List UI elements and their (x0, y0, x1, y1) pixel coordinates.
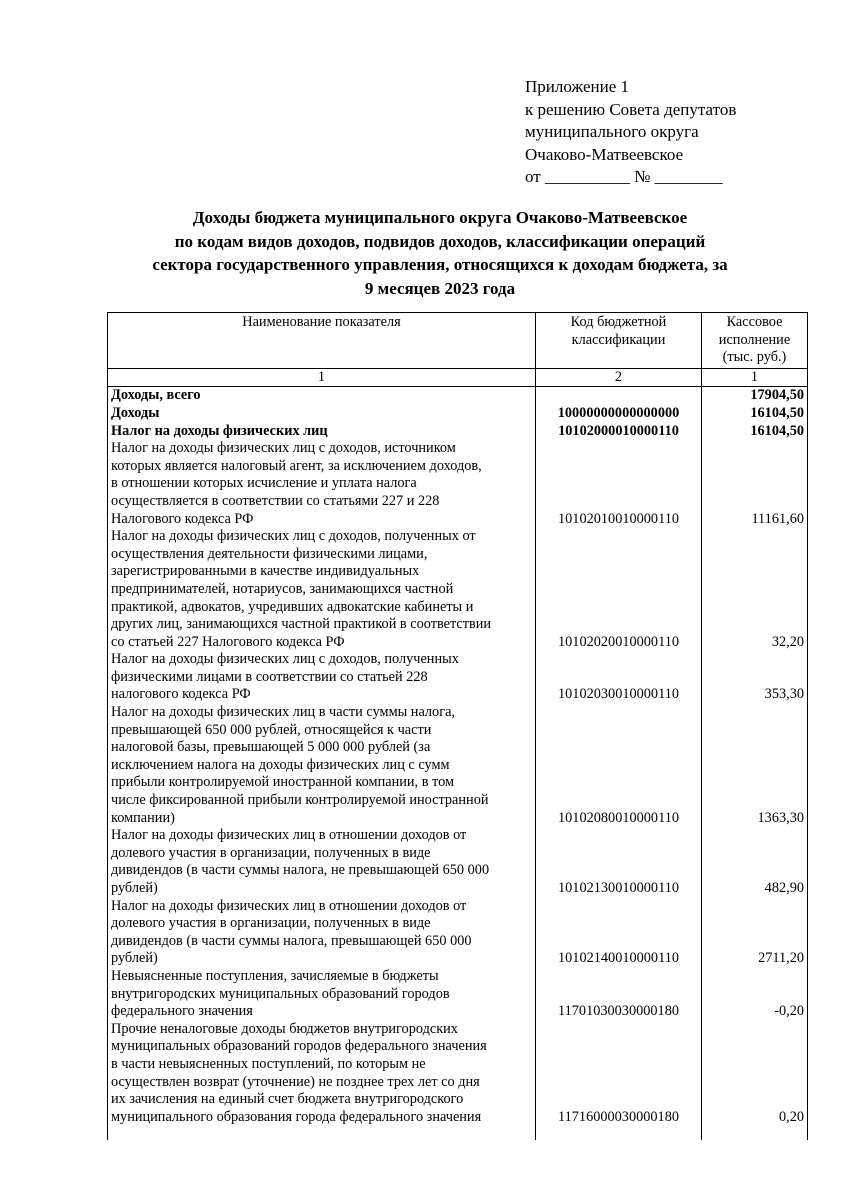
title-line: Доходы бюджета муниципального округа Очаково-Матвеевское (192, 208, 688, 227)
budget-code: 10102010010000110 (536, 440, 702, 528)
execution-amount: 17904,50 (702, 387, 808, 405)
budget-table (107, 312, 808, 1140)
execution-amount: -0,20 (702, 968, 808, 1021)
indicator-name-line: которых является налоговый агент, за исключением доходов, (111, 457, 482, 474)
execution-amount: 2711,20 (702, 898, 808, 968)
spacer-cell (536, 1126, 702, 1140)
indicator-name-line: в отношении которых исчисление и уплата налога (111, 475, 417, 492)
execution-amount: 16104,50 (702, 423, 808, 441)
table-row (108, 387, 808, 405)
indicator-name (108, 405, 536, 423)
indicator-name-line: дивидендов (в части суммы налога, не превышающей 650 000 (111, 862, 490, 879)
execution-amount: 1363,30 (702, 704, 808, 827)
title-line: 9 месяцев 2023 года (364, 278, 516, 298)
indicator-name-line: осуществления деятельности физическими лицами, (111, 545, 428, 562)
appendix-line: Приложение 1 (525, 77, 629, 96)
indicator-name-line: Доходы, всего (111, 387, 201, 404)
indicator-name (108, 528, 536, 651)
budget-code: 11716000030000180 (536, 1021, 702, 1127)
appendix-line: от __________ № ________ (525, 167, 723, 186)
header-code-line: Код бюджетной (570, 314, 667, 330)
budget-code: 10102020010000110 (536, 528, 702, 651)
indicator-name-line: Налог на доходы физических лиц в отношении доходов от (111, 827, 467, 844)
indicator-name-line: Налог на доходы физических лиц в отношении доходов от (111, 897, 467, 914)
execution-amount: 11161,60 (702, 440, 808, 528)
table-row (108, 827, 808, 897)
indicator-name-line: физическими лицами в соответствии со статьей 228 (111, 668, 428, 685)
appendix-block (525, 76, 736, 189)
budget-code: 10102130010000110 (536, 827, 702, 897)
indicator-name-line: в части невыясненных поступлений, по которым не (111, 1055, 426, 1072)
title-line: сектора государственного управления, относящихся к доходам бюджета, за (152, 255, 728, 274)
execution-amount: 353,30 (702, 651, 808, 704)
indicator-name (108, 423, 536, 441)
indicator-name-line: налоговой базы, превышающей 5 000 000 рублей (за (111, 739, 431, 756)
table-row (108, 651, 808, 704)
column-numbering-row (108, 368, 808, 387)
header-amount-line: исполнение (718, 331, 791, 348)
indicator-name-line: Доходы (111, 404, 160, 421)
header-name-label: Наименование показателя (242, 314, 401, 330)
indicator-name (108, 387, 536, 405)
indicator-name-line: со статьей 227 Налогового кодекса РФ (111, 633, 345, 650)
budget-code: 10102030010000110 (536, 651, 702, 704)
indicator-name-line: муниципального образования города федерального значения (111, 1108, 482, 1125)
column-number: 1 (108, 368, 536, 387)
indicator-name-line: числе фиксированной прибыли контролируемой иностранной (111, 792, 489, 809)
indicator-name-line: предпринимателей, нотариусов, занимающихся частной (111, 580, 454, 597)
indicator-name-line: прибыли контролируемой иностранной компании, в том (111, 774, 455, 791)
indicator-name-line: долевого участия в организации, полученных в виде (111, 844, 431, 861)
indicator-name-line: исключением налога на доходы физических лиц с сумм (111, 756, 450, 773)
budget-code: 10102000010000110 (536, 423, 702, 441)
indicator-name-line: дивидендов (в части суммы налога, превышающей 650 000 (111, 932, 472, 949)
table-row (108, 968, 808, 1021)
title-line: по кодам видов доходов, подвидов доходов, классификации операций (174, 231, 706, 251)
indicator-name-line: Налог на доходы физических лиц в части суммы налога, (111, 704, 455, 721)
indicator-name (108, 651, 536, 704)
indicator-name-line: Налог на доходы физических лиц с доходов, полученных (111, 651, 459, 668)
header-code-line: классификации (571, 331, 666, 348)
table-row (108, 405, 808, 423)
indicator-name-line: превышающей 650 000 рублей, относящейся к части (111, 721, 432, 738)
execution-amount: 482,90 (702, 827, 808, 897)
budget-code: 10102080010000110 (536, 704, 702, 827)
indicator-name-line: компании) (111, 809, 175, 826)
indicator-name (108, 827, 536, 897)
budget-code (536, 387, 702, 405)
indicator-name-line: Налог на доходы физических лиц с доходов, источником (111, 440, 456, 457)
indicator-name-line: Прочие неналоговые доходы бюджетов внутригородских (111, 1020, 458, 1037)
document-title (60, 206, 820, 300)
indicator-name-line: рублей) (111, 950, 158, 967)
indicator-name-line: других лиц, занимающихся частной практикой в соответствии (111, 616, 492, 633)
indicator-name-line: их зачисления на единый счет бюджета внутригородского (111, 1091, 464, 1108)
indicator-name (108, 968, 536, 1021)
table-body (108, 387, 808, 1140)
indicator-name-line: налогового кодекса РФ (111, 686, 251, 703)
table-row (108, 440, 808, 528)
execution-amount: 32,20 (702, 528, 808, 651)
indicator-name-line: Налог на доходы физических лиц с доходов, полученных от (111, 528, 476, 545)
indicator-name-line: осуществляется в соответствии со статьями 227 и 228 (111, 492, 440, 509)
indicator-name-line: зарегистрированными в качестве индивидуальных (111, 563, 420, 580)
table-row (108, 704, 808, 827)
table-row (108, 423, 808, 441)
budget-code: 11701030030000180 (536, 968, 702, 1021)
execution-amount: 0,20 (702, 1021, 808, 1127)
table-bottom-spacer (108, 1126, 808, 1140)
appendix-line: Очаково-Матвеевское (525, 144, 684, 164)
appendix-line: к решению Совета депутатов (525, 99, 737, 119)
indicator-name-line: рублей) (111, 880, 158, 896)
table-row (108, 1021, 808, 1127)
budget-code: 10102140010000110 (536, 898, 702, 968)
header-amount (702, 313, 808, 369)
table-row (108, 898, 808, 968)
indicator-name (108, 704, 536, 827)
header-name (108, 313, 536, 369)
indicator-name-line: Налогового кодекса РФ (111, 510, 254, 527)
execution-amount: 16104,50 (702, 405, 808, 423)
indicator-name-line: Налог на доходы физических лиц (111, 422, 328, 439)
column-number: 1 (702, 368, 808, 387)
indicator-name (108, 440, 536, 528)
budget-code: 10000000000000000 (536, 405, 702, 423)
appendix-line: муниципального округа (525, 122, 699, 141)
spacer-cell (108, 1126, 536, 1140)
column-number: 2 (536, 368, 702, 387)
header-amount-line: (тыс. руб.) (722, 349, 787, 366)
indicator-name-line: внутригородских муниципальных образований городов (111, 985, 450, 1002)
indicator-name-line: долевого участия в организации, полученных в виде (111, 915, 431, 932)
indicator-name-line: осуществлен возврат (уточнение) не позднее трех лет со дня (111, 1073, 480, 1090)
indicator-name-line: федерального значения (111, 1003, 253, 1020)
header-code (536, 313, 702, 369)
spacer-cell (702, 1126, 808, 1140)
indicator-name (108, 1021, 536, 1127)
header-amount-line: Кассовое (726, 314, 783, 330)
indicator-name-line: Невыясненные поступления, зачисляемые в бюджеты (111, 967, 439, 984)
indicator-name-line: муниципальных образований городов федерального значения (111, 1038, 487, 1055)
indicator-name (108, 898, 536, 968)
indicator-name-line: практикой, адвокатов, учредивших адвокатские кабинеты и (111, 598, 474, 615)
table-row (108, 528, 808, 651)
table-header-row (108, 313, 808, 369)
